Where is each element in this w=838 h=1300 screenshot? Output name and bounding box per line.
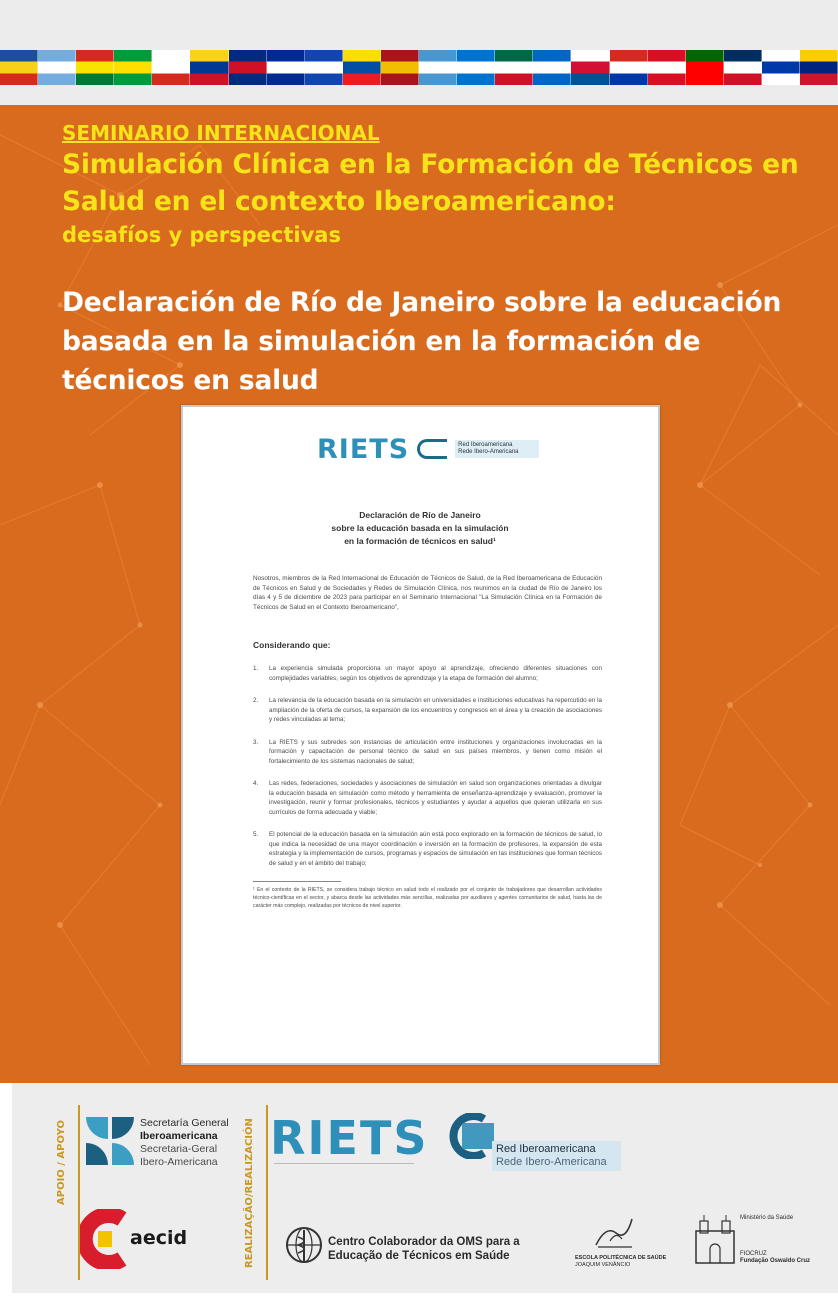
red-ibero-line-2: Rede Ibero-Americana <box>496 1156 607 1168</box>
segib-logo-icon <box>82 1113 138 1167</box>
flag-costa-rica-icon <box>229 50 267 85</box>
declaration-line-2: basada en la simulación en la formación de <box>62 326 701 357</box>
document-title-line-1: Declaración de Río de Janeiro <box>359 510 481 520</box>
document-list <box>253 664 602 868</box>
flag-bolivia-icon <box>76 50 114 85</box>
flag-panama-icon <box>571 50 609 85</box>
document-preview[interactable] <box>181 405 660 1065</box>
seminar-title-line-2: Salud en el contexto Iberoamericano: <box>62 186 616 217</box>
document-title-line-3: en la formación de técnicos en salud¹ <box>344 536 496 546</box>
flag-portugal-icon <box>686 50 724 85</box>
flag-chile-icon <box>152 50 190 85</box>
document-title <box>238 509 602 548</box>
fiocruz-text <box>740 1251 810 1265</box>
list-item: 3. La RIETS y sus subredes son instancias de articulación entre instituciones y organizaciones involucradas en la formación y capacitación de personal técnico de salud en sus países miembros, y tienen como misión el fortalecimiento de los sistemas nacionales de salud; <box>253 738 602 765</box>
seminar-heading <box>62 120 822 250</box>
list-item: 2. La relevancia de la educación basada en la simulación en universidades e instituciones educativas ha repercutido en la ampliación de la oferta de cursos, la expansión de los encuentros y congresos en el área y la creación de asociaciones y redes vinculadas al tema; <box>253 697 602 723</box>
seminar-subtitle: desafíos y perspectivas <box>62 223 341 247</box>
realizacao-divider <box>266 1105 268 1280</box>
document-intro: Nosotros, miembros de la Red Internacional de Educación de Técnicos de Salud, de la Red Iberoamericana de Educación de Técnicos en Salud y de Sociedades y Redes de Simulación Clínica, nos reunimos en la ciudad de Río de Janeiro los días 4 y 5 de diciembre de 2023 para participar en el Seminario Internacional "La Simulación Clínica en la Formación de Técnicos de Salud en el Contexto Iberoamericano", <box>253 575 602 611</box>
declaration-line-1: Declaración de Río de Janeiro sobre la educación <box>62 287 782 318</box>
flag-venezuela-icon <box>800 50 838 85</box>
red-ibero-logo-icon <box>440 1113 494 1159</box>
flag-uruguay-icon <box>762 50 800 85</box>
list-item: 1. La experiencia simulada proporciona un mayor apoyo al aprendizaje, ofreciendo diferentes situaciones con complejidades variables, según los objetivos de aprendizaje y la etapa de formación del alumno; <box>253 665 602 682</box>
flag-argentina-icon <box>38 50 76 85</box>
doc-red-ibero-mark-icon <box>417 439 447 459</box>
fiocruz-castle-icon <box>692 1213 738 1265</box>
document-logos <box>317 429 602 469</box>
declaration-title <box>62 283 822 400</box>
ministerio-saude-text: Ministério da Saúde <box>740 1215 794 1221</box>
segib-line-2: Iberoamericana <box>140 1130 218 1142</box>
partners-panel <box>12 1083 838 1293</box>
fiocruz-line-2: Fundação Oswaldo Cruz <box>740 1258 811 1264</box>
realizacao-label: REALIZAÇÃO/REALIZACIÓN <box>244 1118 255 1268</box>
red-ibero-line-1: Red Iberoamericana <box>496 1143 596 1155</box>
footnote-rule <box>253 881 341 882</box>
doc-red-line-1: Red Iberoamericana <box>458 442 513 448</box>
doc-red-line-2: Rede Ibero-Americana <box>458 449 519 455</box>
flag-nicaragua-icon <box>533 50 571 85</box>
flag-cuba-icon <box>267 50 305 85</box>
segib-line-3: Secretaria-Geral <box>140 1143 218 1155</box>
document-title-line-2: sobre la educación basada en la simulación <box>331 523 509 533</box>
epsjv-text <box>575 1255 675 1268</box>
flag-strip <box>0 50 838 85</box>
partners-band <box>0 1083 838 1300</box>
epsjv-line-1: ESCOLA POLITÉCNICA DE SAÚDE <box>575 1255 667 1261</box>
declaration-line-3: técnicos en salud <box>62 365 319 396</box>
red-ibero-logo <box>492 1141 621 1171</box>
list-item: 5. El potencial de la educación basada en la simulación aún está poco explorado en la formación de técnicos de salud, lo que indica la necesidad de una mayor coordinación e inversión en la formación de profesores, la expansión de esta estrategia y la implementación de cursos, programas y espacios de simulación en las instituciones que forman técnicos de salud y en el ámbito del trabajo; <box>253 831 602 867</box>
oms-line-1: Centro Colaborador da OMS para a <box>328 1236 520 1248</box>
flag-brasil-icon <box>114 50 152 85</box>
who-emblem-icon <box>284 1225 324 1265</box>
riets-logo-subtitle <box>274 1163 414 1172</box>
oms-line-2: Educação de Técnicos em Saúde <box>328 1250 510 1262</box>
aecid-logo-icon <box>80 1209 130 1269</box>
flag-mexico-icon <box>495 50 533 85</box>
apoio-label: APOIO / APOYO <box>56 1119 67 1205</box>
flag-honduras-icon <box>457 50 495 85</box>
doc-riets-logo: RIETS <box>317 433 410 465</box>
segib-text <box>140 1117 229 1169</box>
seminar-kicker: SEMINARIO INTERNACIONAL <box>62 121 380 145</box>
flag-ecuador-icon <box>343 50 381 85</box>
document-footnote: ¹ En el contexto de la RIETS, se considera trabajo técnico en salud todo el realizado por el conjunto de trabajadores que desarrollan actividades técnico-científicas en el sector, y abarca desde las actividades más sencillas, realizadas por auxiliares y agentes comunitarios de salud, hasta las de carácter más complejo, realizadas por técnicos de nivel superior. <box>253 887 602 909</box>
document-considerando: Considerando que: <box>253 640 331 650</box>
flag-paraguay-icon <box>610 50 648 85</box>
flag-republica-dominicana-icon <box>724 50 762 85</box>
flag-andorra-icon <box>0 50 38 85</box>
flag-colombia-icon <box>190 50 228 85</box>
riets-logo: RIETS <box>270 1111 429 1165</box>
list-item: 4. Las redes, federaciones, sociedades y asociaciones de simulación en salud son organizaciones orientadas a divulgar la educación basada en simulación como método y herramienta de enseñanza-aprendizaje y evaluación, promover la investigación, reunir y formar profesionales, técnicos y estudiantes y ayudar a aquellos que quieran utilizarla en sus currículos de forma adecuada y viable; <box>253 780 602 816</box>
orange-panel <box>0 105 838 1083</box>
flag-peru-icon <box>648 50 686 85</box>
aecid-logo: aecid <box>130 1227 188 1249</box>
flag-banner <box>0 0 838 105</box>
flag-espana-icon <box>381 50 419 85</box>
epsjv-line-2: JOAQUIM VENÂNCIO <box>575 1261 631 1268</box>
epsjv-logo-icon <box>592 1211 638 1251</box>
fiocruz-line-1: FIOCRUZ <box>740 1251 767 1257</box>
doc-red-ibero-logo <box>455 440 538 458</box>
segib-line-1: Secretaría General <box>140 1117 229 1129</box>
segib-line-4: Ibero-Americana <box>140 1156 218 1168</box>
seminar-title-line-1: Simulación Clínica en la Formación de Técnicos en <box>62 149 799 180</box>
oms-center-text <box>328 1235 520 1263</box>
flag-guatemala-icon <box>419 50 457 85</box>
flag-el-salvador-icon <box>305 50 343 85</box>
